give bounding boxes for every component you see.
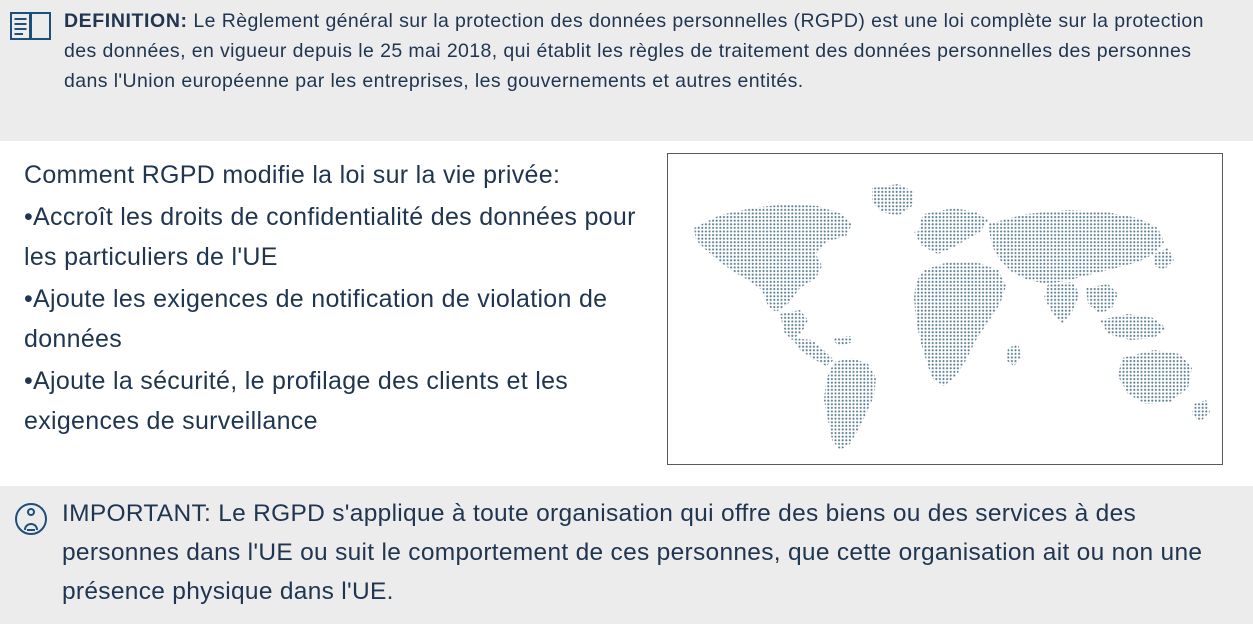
world-map-panel <box>667 153 1223 465</box>
important-banner <box>0 486 1253 624</box>
list-item: •Accroît les droits de confidentialité des données pour les particuliers de l'UE <box>24 203 636 271</box>
definition-body: Le Règlement général sur la protection des données personnelles (RGPD) est une loi complète sur la protection des données, en vigueur depuis le 25 mai 2018, qui établit les règles de traitement des données personnelles des personnes dans l'Union européenne par les entreprises, les gouvernements et autres entités. <box>64 10 1204 92</box>
definition-text <box>64 6 1239 96</box>
list-item: •Ajoute les exigences de notification de violation de données <box>24 285 608 353</box>
open-book-icon <box>10 10 52 44</box>
privacy-changes-list <box>24 155 636 443</box>
list-item: •Ajoute la sécurité, le profilage des clients et les exigences de surveillance <box>24 367 569 435</box>
privacy-changes-heading: Comment RGPD modifie la loi sur la vie privée: <box>24 161 561 189</box>
important-text: IMPORTANT: Le RGPD s'applique à toute organisation qui offre des biens ou des services à des personnes dans l'UE ou suit le comportement de ces personnes, que cette organisation ait ou non une présence physique dans l'UE. <box>62 500 1203 605</box>
info-person-icon <box>14 502 48 536</box>
main-content <box>0 141 1253 486</box>
world-map-dotted-icon <box>676 162 1216 458</box>
definition-banner <box>0 0 1253 141</box>
definition-label: DEFINITION: <box>64 10 188 32</box>
